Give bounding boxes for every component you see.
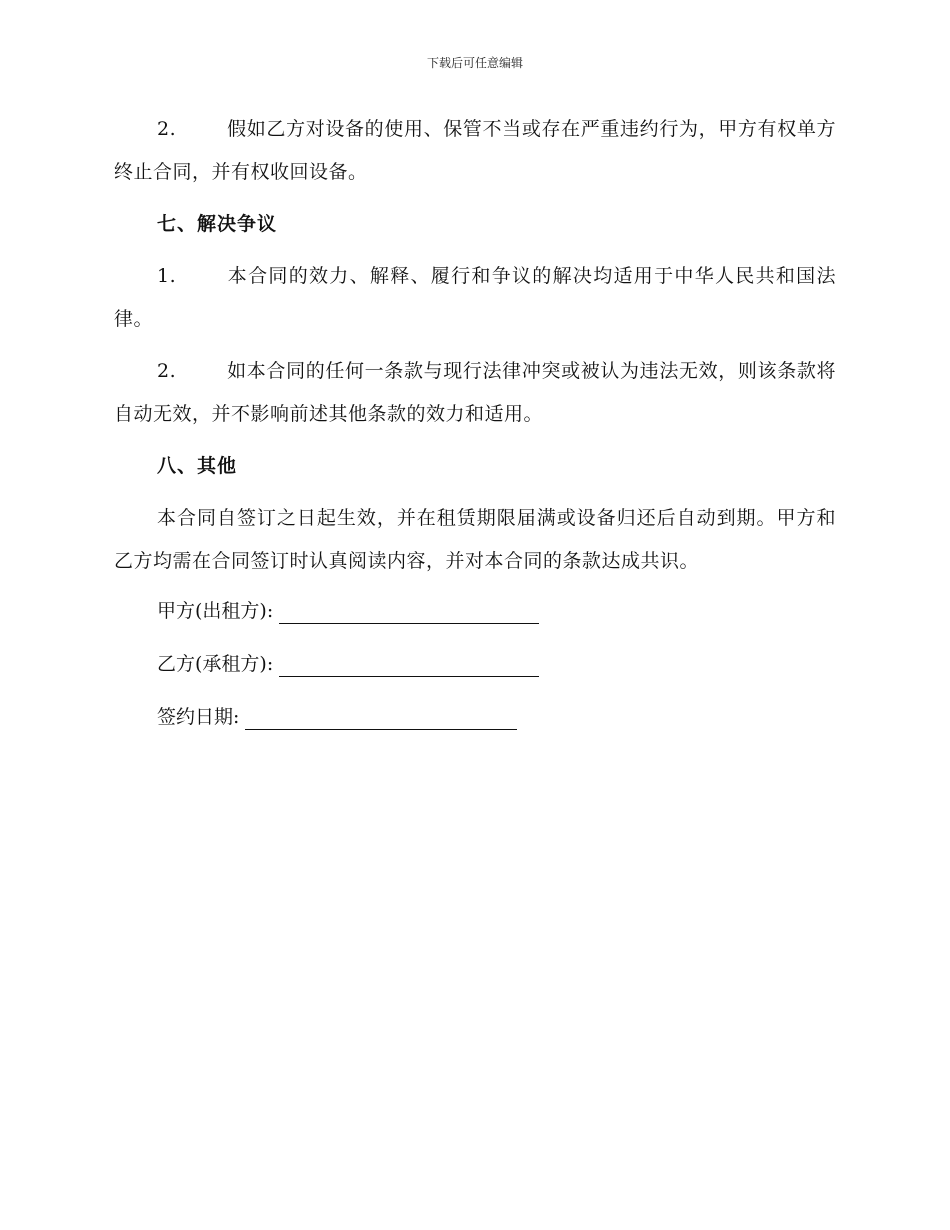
- lessor-label: 甲方(出租方):: [157, 600, 274, 622]
- clause-6-2: [114, 108, 836, 194]
- clause-text: 假如乙方对设备的使用、保管不当或存在严重违约行为，甲方有权单方终止合同，并有权收回设备。: [114, 118, 836, 183]
- date-label: 签约日期:: [157, 706, 240, 728]
- lessee-label: 乙方(承租方):: [157, 653, 274, 675]
- clause-text: 本合同的效力、解释、履行和争议的解决均适用于中华人民共和国法律。: [114, 265, 836, 330]
- date-signature-line[interactable]: [245, 709, 517, 730]
- section-7-title: 七、解决争议: [157, 213, 278, 235]
- section-8-text: 本合同自签订之日起生效，并在租赁期限届满或设备归还后自动到期。甲方和乙方均需在合同签订时认真阅读内容，并对本合同的条款达成共识。: [114, 507, 836, 572]
- lessee-signature-row: [157, 651, 836, 677]
- clause-number: 1.: [157, 265, 177, 287]
- page-header: 下载后可任意编辑: [426, 56, 523, 70]
- clause-number: 2.: [157, 360, 177, 382]
- document-body: [114, 108, 836, 757]
- date-signature-row: [157, 704, 836, 730]
- clause-7-2: [114, 350, 836, 436]
- lessee-signature-line[interactable]: [279, 656, 539, 677]
- clause-text: 如本合同的任何一条款与现行法律冲突或被认为违法无效，则该条款将自动无效，并不影响前述其他条款的效力和适用。: [114, 360, 836, 425]
- lessor-signature-row: [157, 598, 836, 624]
- section-8-title: 八、其他: [157, 455, 238, 477]
- clause-7-1: [114, 255, 836, 341]
- clause-number: 2.: [157, 118, 177, 140]
- lessor-signature-line[interactable]: [279, 603, 539, 624]
